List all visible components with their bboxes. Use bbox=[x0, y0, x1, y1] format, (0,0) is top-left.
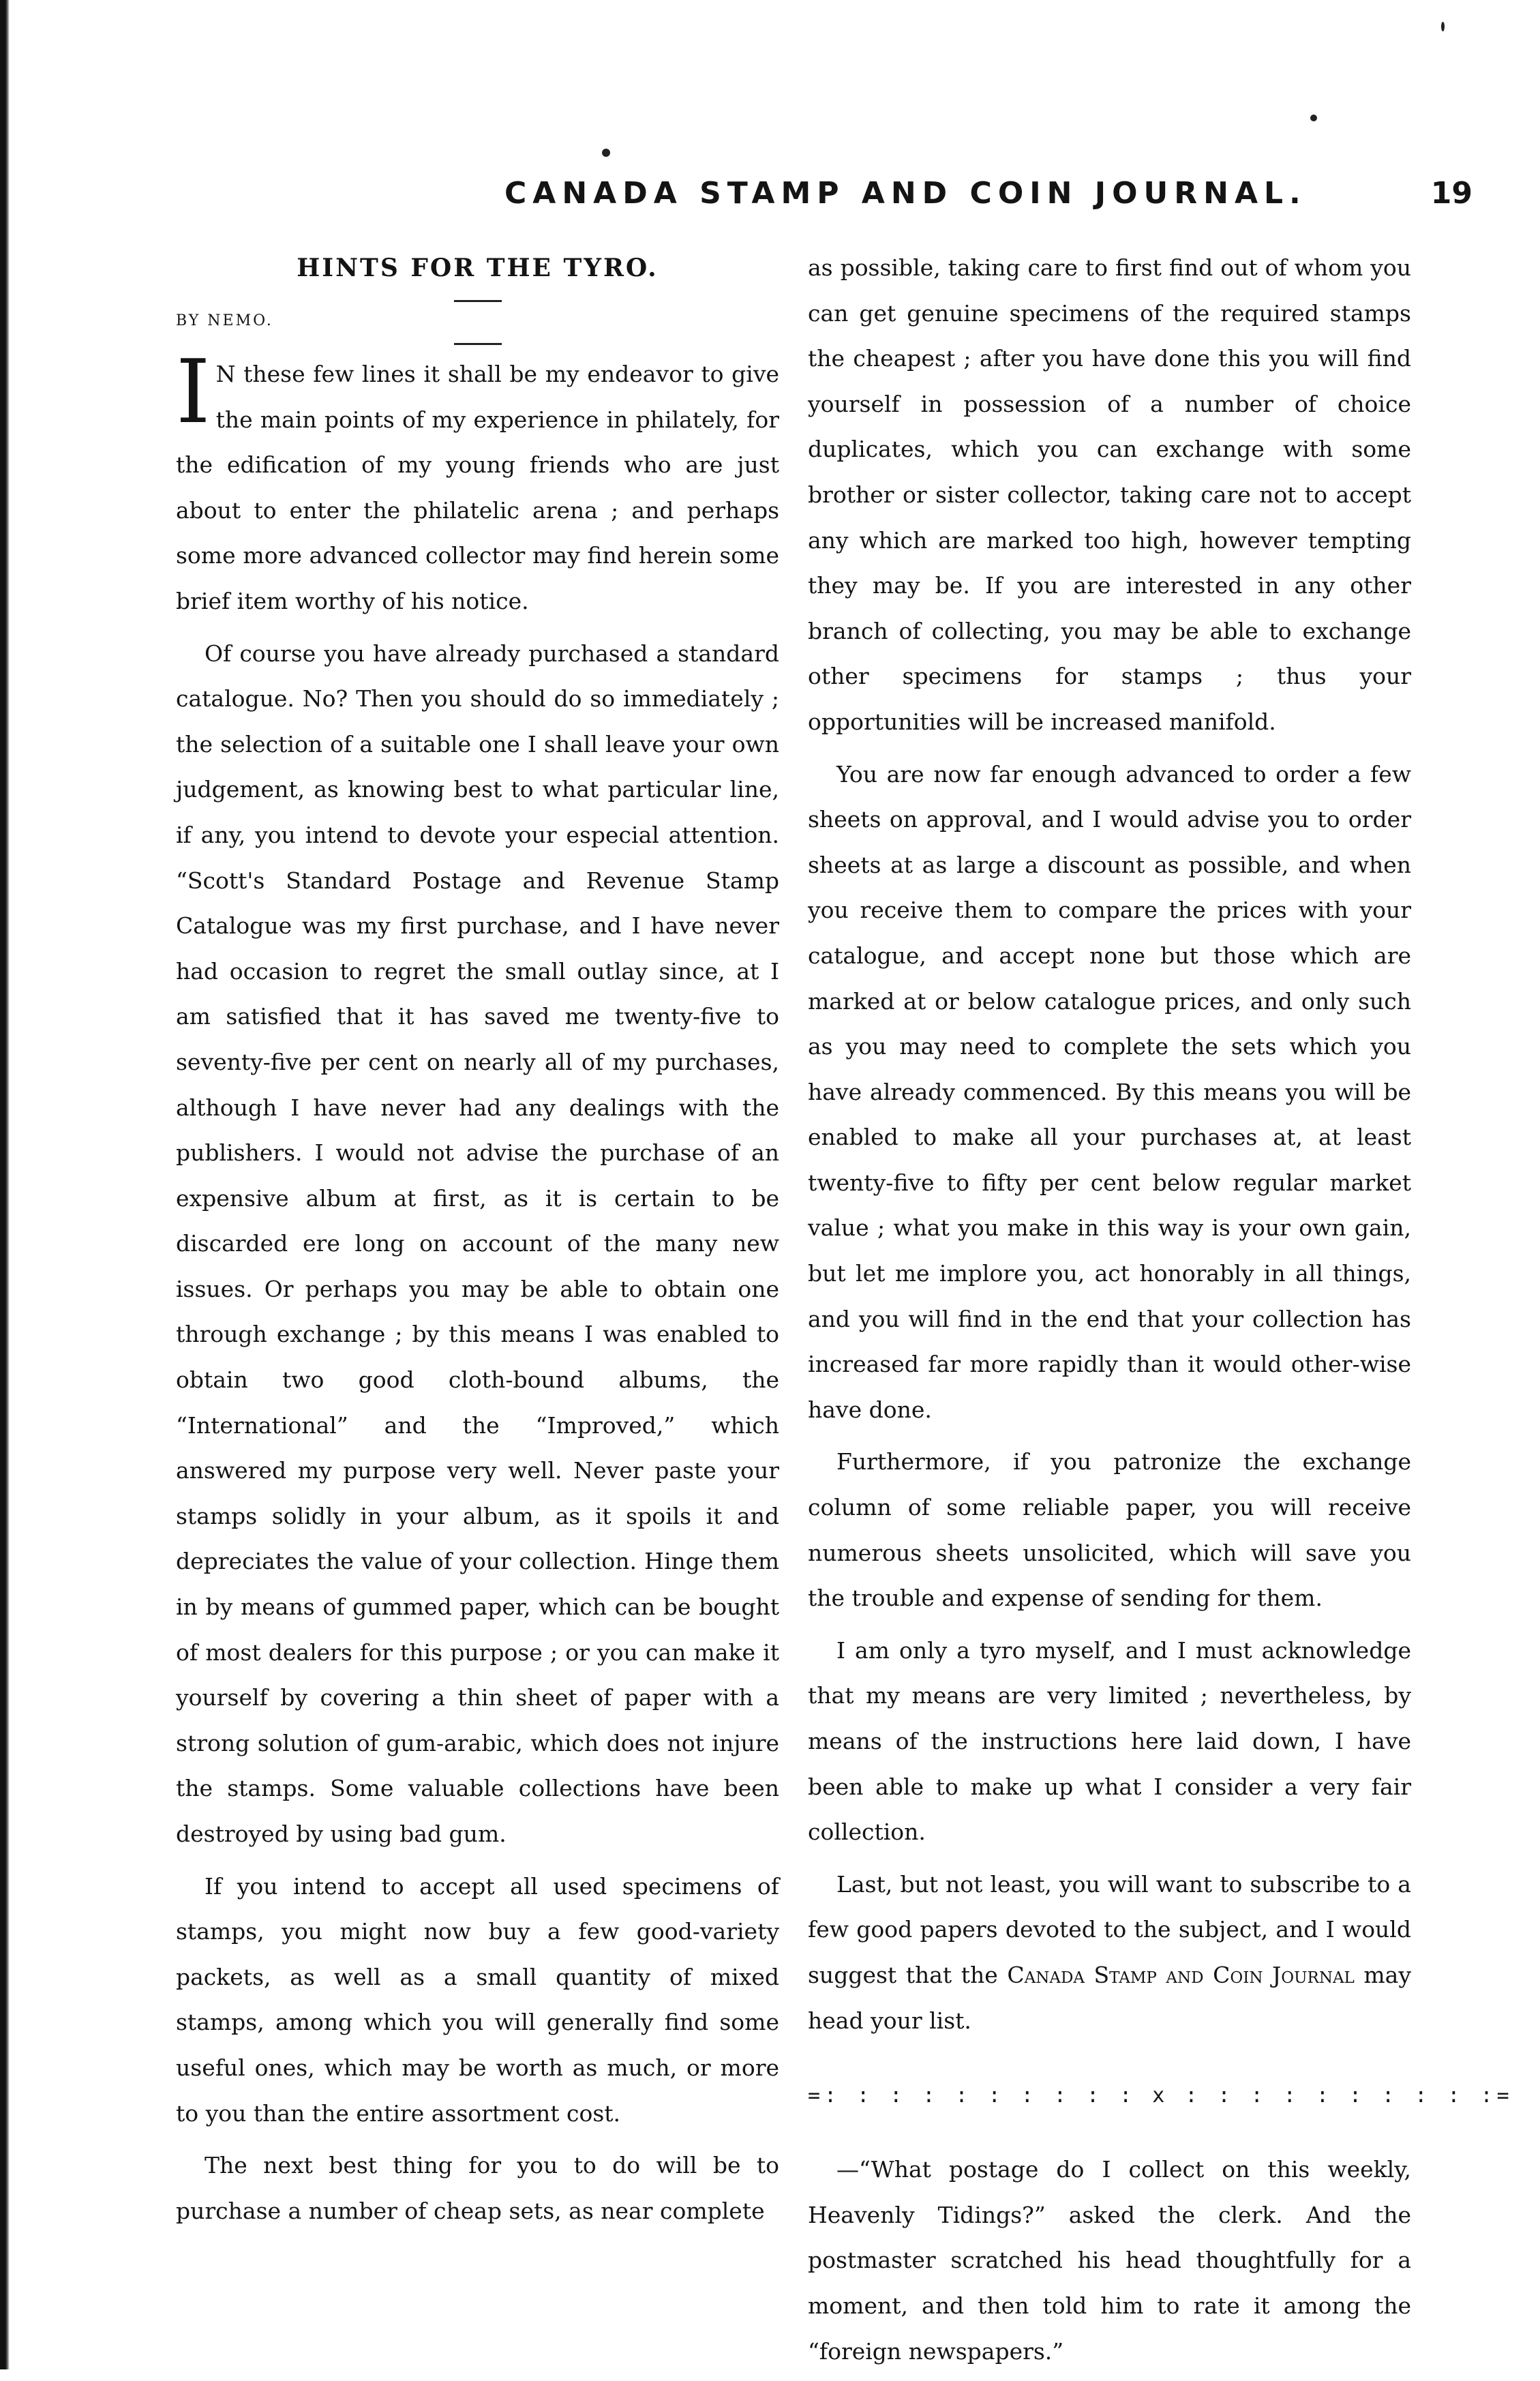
running-header bbox=[504, 176, 1473, 224]
article-byline: BY NEMO. bbox=[176, 312, 273, 329]
ink-speck bbox=[1310, 115, 1317, 121]
paragraph-subscribe: Last, but not least, you will want to subscribe to a few good papers devoted to the subject, and I would suggest that the Canada Stamp and Coin Journal may head your list. bbox=[808, 1870, 1411, 2034]
byline-rule bbox=[454, 343, 502, 345]
anecdote-paragraph: —“What postage do I collect on this weekly, Heavenly Tidings?” asked the clerk. And the postmaster scratched his head thoughtfully for a moment, and then told him to rate it among the “foreign newspapers.” bbox=[808, 2156, 1411, 2365]
journal-name: Canada Stamp and Coin Journal bbox=[1007, 1961, 1355, 1988]
page-binding-edge bbox=[0, 0, 10, 2369]
page-number: 19 bbox=[1430, 176, 1473, 211]
journal-title: CANADA STAMP AND COIN JOURNAL. bbox=[504, 176, 1307, 211]
title-rule bbox=[454, 300, 502, 302]
paragraph-cheap-sets: The next best thing for you to do will be to purchase a number of cheap sets, as near complete bbox=[176, 2152, 779, 2224]
drop-cap: I bbox=[176, 342, 211, 443]
paragraph-packets: If you intend to accept all used specimens of stamps, you might now buy a few good-variety packets, as well as a small quantity of mixed stamps, among which you will generally find some useful ones, which may be worth as much, or more to you than the entire assortment cost. bbox=[176, 1872, 779, 2127]
paragraph-tyro: I am only a tyro myself, and I must acknowledge that my means are very limited ; nevertheless, by means of the instructions here laid down, I have been able to make up what I consider a very fair collection. bbox=[808, 1636, 1411, 1846]
paragraph-approval-sheets: You are now far enough advanced to order a few sheets on approval, and I would advise you to order sheets at as large a discount as possible, and when you receive them to compare the prices with your catalogue, and accept none but those which are marked at or below catalogue prices, and only such as you may need to complete the sets which you have already commenced. By this means you will be enabled to make all your purchases at, at least twenty-five to fifty per cent below regular market value ; what you make in this way is your own gain, but let me implore you, act honorably in all things, and you will find in the end that your collection has increased far more rapidly than it would other-wise have done. bbox=[808, 760, 1411, 1423]
right-column bbox=[808, 245, 1513, 2381]
paragraph-cheap-sets-continued: as possible, taking care to first find out of whom you can get genuine specimens of the required stamps the cheapest ; after you have done this you will find yourself in possession of a number of choice duplicates, which you can exchange with some brother or sister collector, taking care not to accept any which are marked too high, however tempting they may be. If you are interested in any other branch of collecting, you may be able to exchange other specimens for stamps ; thus your opportunities will be increased manifold. bbox=[808, 254, 1411, 735]
paragraph-exchange-column: Furthermore, if you patronize the exchange column of some reliable paper, you will receive numerous sheets unsolicited, which will save you the trouble and expense of sending for them. bbox=[808, 1448, 1411, 1612]
ink-speck bbox=[602, 149, 610, 157]
paragraph-intro: I N these few lines it shall be my endeavor to give the main points of my experience in philately, for the edification of my young friends who are just about to enter the philatelic arena ; and perhaps some more advanced collector may find herein some brief item worthy of his notice. bbox=[176, 342, 779, 614]
left-column bbox=[176, 245, 779, 2241]
paragraph-catalogue: Of course you have already purchased a standard catalogue. No? Then you should do so immediately ; the selection of a suitable one I shall leave your own judgement, as knowing best to what particular line, if any, you intend to devote your especial attention. “Scott's Standard Postage and Revenue Stamp Catalogue was my first purchase, and I have never had occasion to regret the small outlay since, at I am satisfied that it has saved me twenty-five to seventy-five per cent on nearly all of my purchases, although I have never had any dealings with the publishers. I would not advise the purchase of an expensive album at first, as it is certain to be discarded ere long on account of the many new issues. Or perhaps you may be able to obtain one through exchange ; by this means I was enabled to obtain two good cloth-bound albums, the “International” and the “Improved,” which answered my purpose very well. Never paste your stamps solidly in your album, as it spoils it and depreciates the value of your collection. Hinge them in by means of gummed paper, which can be bought of most dealers for this purpose ; or you can make it yourself by covering a thin sheet of paper with a strong solution of gum-arabic, which does not injure the stamps. Some valuable collections have been destroyed by using bad gum. bbox=[176, 640, 779, 1847]
article-title: HINTS FOR THE TYRO. bbox=[297, 254, 659, 282]
ink-speck bbox=[1441, 22, 1445, 31]
section-ornament: =: : : : : : : : : : x : : : : : : : : : := bbox=[808, 2084, 1513, 2108]
